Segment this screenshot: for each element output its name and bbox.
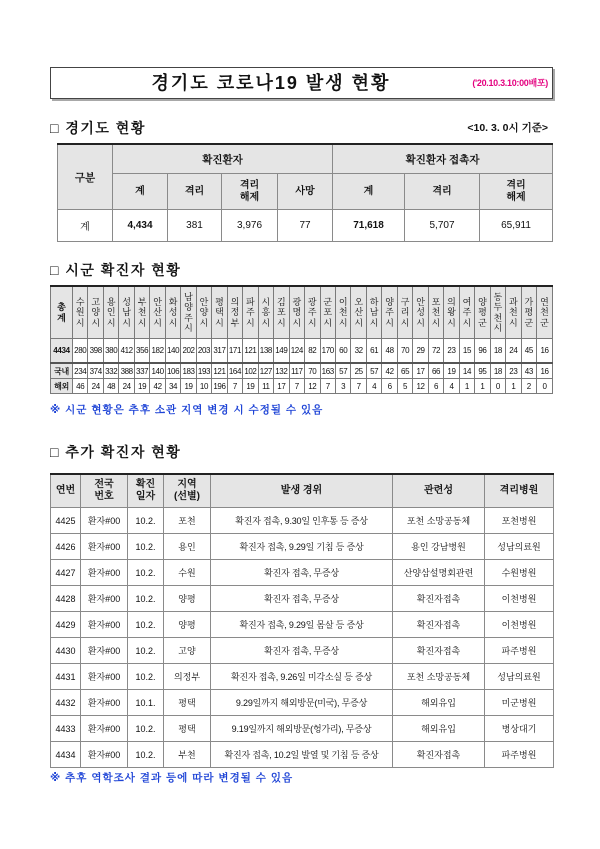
region-count-cell: 65 bbox=[397, 363, 412, 379]
hospital-cell: 파주병원 bbox=[485, 742, 554, 768]
infection-route-header: 발생 경위 bbox=[211, 474, 393, 508]
infection-route-cell: 확진자 접촉, 10.2일 발열 및 기침 등 증상 bbox=[211, 742, 393, 768]
city-table-body bbox=[51, 286, 553, 394]
region-header-cell bbox=[335, 286, 350, 339]
region-header-cell bbox=[227, 286, 242, 339]
case-number-cell: 4433 bbox=[51, 716, 81, 742]
region-count-cell: 57 bbox=[366, 363, 381, 379]
region-count-cell: 60 bbox=[335, 339, 350, 364]
case-note: ※ 추후 역학조사 결과 등에 따라 변경될 수 있음 bbox=[50, 772, 294, 784]
region-count-cell: 7 bbox=[227, 379, 242, 394]
infection-route-cell: 확진자 접촉, 무증상 bbox=[211, 560, 393, 586]
hospital-cell: 이천병원 bbox=[485, 586, 554, 612]
region-cell: 양평 bbox=[164, 586, 211, 612]
region-count-cell: 34 bbox=[165, 379, 180, 394]
region-cell: 평택 bbox=[164, 690, 211, 716]
title-box bbox=[50, 67, 553, 99]
region-count-cell: 48 bbox=[103, 379, 118, 394]
region-header-cell bbox=[134, 286, 149, 339]
national-number-cell: 환자#00 bbox=[81, 742, 128, 768]
city-row-label: 국내 bbox=[51, 363, 73, 379]
case-number-cell: 4431 bbox=[51, 664, 81, 690]
region-count-cell: 4 bbox=[444, 379, 459, 394]
relation-header: 관련성 bbox=[393, 474, 485, 508]
confirmed-released-value: 3,976 bbox=[222, 210, 278, 242]
case-table-row bbox=[51, 612, 554, 638]
region-count-cell: 95 bbox=[475, 363, 490, 379]
region-count-cell: 57 bbox=[335, 363, 350, 379]
confirm-date-header: 확진 일자 bbox=[128, 474, 164, 508]
contacts-group-header: 확진환자 접촉자 bbox=[333, 144, 553, 174]
confirm-date-cell: 10.2. bbox=[128, 612, 164, 638]
relation-cell: 해외유입 bbox=[393, 690, 485, 716]
case-number-cell: 4429 bbox=[51, 612, 81, 638]
city-table-corner-cell bbox=[51, 286, 73, 339]
province-summary-table bbox=[57, 143, 553, 242]
region-count-cell: 6 bbox=[382, 379, 397, 394]
region-header-cell bbox=[475, 286, 490, 339]
region-count-cell: 121 bbox=[243, 339, 258, 364]
region-count-cell: 42 bbox=[382, 363, 397, 379]
case-number-cell: 4430 bbox=[51, 638, 81, 664]
case-table-row bbox=[51, 638, 554, 664]
confirmed-isolated-value: 381 bbox=[168, 210, 222, 242]
region-count-cell: 61 bbox=[366, 339, 381, 364]
national-number-header: 전국 번호 bbox=[81, 474, 128, 508]
city-cases-table bbox=[50, 285, 553, 394]
city-table-header-row bbox=[51, 286, 553, 339]
region-count-cell: 121 bbox=[212, 363, 227, 379]
region-name: 구리시 bbox=[400, 296, 410, 328]
case-table-row bbox=[51, 586, 554, 612]
city-table-corner-label: 총계 bbox=[57, 302, 66, 323]
summary-row-label: 계 bbox=[58, 210, 113, 242]
region-count-cell: 317 bbox=[212, 339, 227, 364]
region-count-cell: 23 bbox=[444, 339, 459, 364]
infection-route-cell: 확진자 접촉, 무증상 bbox=[211, 586, 393, 612]
case-table-body bbox=[51, 474, 554, 768]
confirm-date-cell: 10.1. bbox=[128, 690, 164, 716]
section-heading-new-cases: □ 추가 확진자 현황 bbox=[50, 444, 182, 460]
region-count-cell: 2 bbox=[521, 379, 536, 394]
region-count-cell: 82 bbox=[305, 339, 320, 364]
region-name: 가평군 bbox=[524, 296, 534, 328]
region-cell: 양평 bbox=[164, 612, 211, 638]
region-name: 용인시 bbox=[106, 296, 116, 328]
national-number-cell: 환자#00 bbox=[81, 586, 128, 612]
region-header-cell bbox=[320, 286, 335, 339]
contacts-isolated-value: 5,707 bbox=[405, 210, 480, 242]
region-count-cell: 18 bbox=[490, 339, 505, 364]
hospital-cell: 미군병원 bbox=[485, 690, 554, 716]
region-name: 동두천시 bbox=[493, 291, 503, 333]
confirmed-deaths-header: 사망 bbox=[278, 174, 333, 210]
basis-date: <10. 3. 0시 기준> bbox=[467, 122, 548, 134]
region-count-cell: 106 bbox=[165, 363, 180, 379]
city-note: ※ 시군 현황은 추후 소관 지역 변경 시 수정될 수 있음 bbox=[50, 404, 324, 416]
region-name: 의정부 bbox=[230, 296, 240, 328]
region-name: 부천시 bbox=[137, 296, 147, 328]
region-count-cell: 203 bbox=[196, 339, 211, 364]
relation-cell: 확진자접촉 bbox=[393, 638, 485, 664]
region-count-cell: 7 bbox=[320, 379, 335, 394]
region-count-cell: 66 bbox=[428, 363, 443, 379]
region-header-cell bbox=[119, 286, 134, 339]
region-count-cell: 12 bbox=[305, 379, 320, 394]
case-table-row bbox=[51, 742, 554, 768]
region-count-cell: 19 bbox=[444, 363, 459, 379]
region-count-cell: 388 bbox=[119, 363, 134, 379]
region-count-cell: 127 bbox=[258, 363, 273, 379]
region-count-cell: 72 bbox=[428, 339, 443, 364]
region-name: 광주시 bbox=[307, 296, 317, 328]
region-count-cell: 170 bbox=[320, 339, 335, 364]
region-count-cell: 14 bbox=[459, 363, 474, 379]
region-count-cell: 16 bbox=[537, 363, 553, 379]
region-count-cell: 46 bbox=[73, 379, 88, 394]
region-count-cell: 332 bbox=[103, 363, 118, 379]
city-table-row bbox=[51, 339, 553, 364]
case-table-row bbox=[51, 716, 554, 742]
region-header-cell bbox=[490, 286, 505, 339]
city-table-row bbox=[51, 363, 553, 379]
region-header-cell bbox=[289, 286, 304, 339]
region-count-cell: 24 bbox=[506, 339, 521, 364]
region-count-cell: 149 bbox=[274, 339, 289, 364]
region-count-cell: 124 bbox=[289, 339, 304, 364]
region-count-cell: 398 bbox=[88, 339, 103, 364]
case-number-cell: 4427 bbox=[51, 560, 81, 586]
infection-route-cell: 확진자 접촉, 9.29일 기침 등 증상 bbox=[211, 534, 393, 560]
relation-cell: 포천 소망공동체 bbox=[393, 664, 485, 690]
relation-cell: 용인 강남병원 bbox=[393, 534, 485, 560]
region-name: 김포시 bbox=[276, 296, 286, 328]
region-name: 광명시 bbox=[292, 296, 302, 328]
infection-route-cell: 확진자 접촉, 무증상 bbox=[211, 638, 393, 664]
region-count-cell: 193 bbox=[196, 363, 211, 379]
hospital-cell: 파주병원 bbox=[485, 638, 554, 664]
region-count-cell: 25 bbox=[351, 363, 366, 379]
region-cell: 용인 bbox=[164, 534, 211, 560]
hospital-cell: 성남의료원 bbox=[485, 534, 554, 560]
region-name: 시흥시 bbox=[261, 296, 271, 328]
region-count-cell: 32 bbox=[351, 339, 366, 364]
infection-route-cell: 9.19일까지 해외방문(헝가리), 무증상 bbox=[211, 716, 393, 742]
region-header-cell bbox=[351, 286, 366, 339]
national-number-cell: 환자#00 bbox=[81, 560, 128, 586]
region-count-cell: 17 bbox=[413, 363, 428, 379]
relation-cell: 포천 소망공동체 bbox=[393, 508, 485, 534]
region-name: 여주시 bbox=[462, 296, 472, 328]
region-header-cell bbox=[444, 286, 459, 339]
region-header-cell bbox=[258, 286, 273, 339]
case-number-cell: 4428 bbox=[51, 586, 81, 612]
hospital-cell: 이천병원 bbox=[485, 612, 554, 638]
region-cell: 포천 bbox=[164, 508, 211, 534]
region-header-cell bbox=[506, 286, 521, 339]
region-count-cell: 19 bbox=[181, 379, 196, 394]
region-count-cell: 24 bbox=[88, 379, 103, 394]
case-table-row bbox=[51, 508, 554, 534]
section-heading-province: □ 경기도 현황 bbox=[50, 120, 146, 136]
region-count-cell: 11 bbox=[258, 379, 273, 394]
confirm-date-cell: 10.2. bbox=[128, 586, 164, 612]
region-count-cell: 70 bbox=[397, 339, 412, 364]
region-name: 군포시 bbox=[323, 296, 333, 328]
region-header-cell bbox=[397, 286, 412, 339]
region-name: 수원시 bbox=[75, 296, 85, 328]
confirm-date-cell: 10.2. bbox=[128, 742, 164, 768]
case-number-cell: 4432 bbox=[51, 690, 81, 716]
national-number-cell: 환자#00 bbox=[81, 508, 128, 534]
region-count-cell: 140 bbox=[150, 363, 165, 379]
contacts-released-header: 격리 해제 bbox=[480, 174, 553, 210]
region-name: 하남시 bbox=[369, 296, 379, 328]
region-header-cell bbox=[88, 286, 103, 339]
region-count-cell: 6 bbox=[428, 379, 443, 394]
region-name: 양평군 bbox=[478, 296, 487, 328]
region-header: 지역 (선별) bbox=[164, 474, 211, 508]
region-count-cell: 19 bbox=[134, 379, 149, 394]
region-count-cell: 12 bbox=[413, 379, 428, 394]
region-name: 연천군 bbox=[540, 296, 549, 328]
contacts-isolated-header: 격리 bbox=[405, 174, 480, 210]
region-header-cell bbox=[521, 286, 536, 339]
region-count-cell: 202 bbox=[181, 339, 196, 364]
confirmed-total-header: 계 bbox=[113, 174, 168, 210]
confirmed-deaths-value: 77 bbox=[278, 210, 333, 242]
region-name: 이천시 bbox=[338, 296, 348, 328]
contacts-total-value: 71,618 bbox=[333, 210, 405, 242]
case-number-header: 연번 bbox=[51, 474, 81, 508]
region-count-cell: 96 bbox=[475, 339, 490, 364]
region-count-cell: 18 bbox=[490, 363, 505, 379]
confirmed-isolated-header: 격리 bbox=[168, 174, 222, 210]
contacts-total-header: 계 bbox=[333, 174, 405, 210]
region-count-cell: 280 bbox=[73, 339, 88, 364]
region-count-cell: 412 bbox=[119, 339, 134, 364]
region-count-cell: 23 bbox=[506, 363, 521, 379]
region-name: 안양시 bbox=[199, 296, 209, 328]
region-header-cell bbox=[181, 286, 196, 339]
contacts-released-value: 65,911 bbox=[480, 210, 553, 242]
region-count-cell: 7 bbox=[351, 379, 366, 394]
summary-header-row-2 bbox=[58, 174, 553, 210]
region-count-cell: 10 bbox=[196, 379, 211, 394]
region-name: 의왕시 bbox=[447, 296, 456, 328]
relation-cell: 산양삼설명회관련 bbox=[393, 560, 485, 586]
case-table-header-row bbox=[51, 474, 554, 508]
region-header-cell bbox=[73, 286, 88, 339]
new-cases-table bbox=[50, 473, 554, 768]
region-name: 양주시 bbox=[385, 296, 394, 328]
region-count-cell: 380 bbox=[103, 339, 118, 364]
summary-data-row bbox=[58, 210, 553, 242]
region-header-cell bbox=[459, 286, 474, 339]
region-header-cell bbox=[103, 286, 118, 339]
hospital-cell: 성남의료원 bbox=[485, 664, 554, 690]
region-count-cell: 24 bbox=[119, 379, 134, 394]
region-count-cell: 140 bbox=[165, 339, 180, 364]
region-count-cell: 337 bbox=[134, 363, 149, 379]
region-count-cell: 102 bbox=[243, 363, 258, 379]
region-count-cell: 4 bbox=[366, 379, 381, 394]
region-count-cell: 234 bbox=[73, 363, 88, 379]
region-count-cell: 3 bbox=[335, 379, 350, 394]
relation-cell: 확진자접촉 bbox=[393, 742, 485, 768]
region-cell: 부천 bbox=[164, 742, 211, 768]
region-name: 평택시 bbox=[215, 296, 224, 328]
infection-route-cell: 확진자 접촉, 9.29일 몸살 등 증상 bbox=[211, 612, 393, 638]
region-cell: 고양 bbox=[164, 638, 211, 664]
confirmed-total-value: 4,434 bbox=[113, 210, 168, 242]
region-name: 파주시 bbox=[246, 296, 255, 328]
region-header-cell bbox=[366, 286, 381, 339]
national-number-cell: 환자#00 bbox=[81, 690, 128, 716]
case-table-row bbox=[51, 560, 554, 586]
document-title: 경기도 코로나19 발생 현황 bbox=[151, 73, 391, 93]
region-count-cell: 45 bbox=[521, 339, 536, 364]
confirm-date-cell: 10.2. bbox=[128, 560, 164, 586]
case-number-cell: 4425 bbox=[51, 508, 81, 534]
confirmed-group-header: 확진환자 bbox=[113, 144, 333, 174]
region-header-cell bbox=[165, 286, 180, 339]
region-count-cell: 15 bbox=[459, 339, 474, 364]
region-header-cell bbox=[212, 286, 227, 339]
region-cell: 수원 bbox=[164, 560, 211, 586]
region-count-cell: 374 bbox=[88, 363, 103, 379]
case-number-cell: 4426 bbox=[51, 534, 81, 560]
region-name: 성남시 bbox=[122, 296, 131, 328]
region-header-cell bbox=[382, 286, 397, 339]
case-table-row bbox=[51, 690, 554, 716]
confirm-date-cell: 10.2. bbox=[128, 534, 164, 560]
region-name: 남양주시 bbox=[184, 291, 193, 333]
national-number-cell: 환자#00 bbox=[81, 612, 128, 638]
region-name: 안산시 bbox=[153, 296, 162, 328]
city-row-label: 해외 bbox=[51, 379, 73, 394]
summary-corner-cell: 구분 bbox=[58, 144, 113, 210]
case-table-row bbox=[51, 664, 554, 690]
region-count-cell: 132 bbox=[274, 363, 289, 379]
region-name: 고양시 bbox=[91, 296, 101, 328]
region-count-cell: 1 bbox=[475, 379, 490, 394]
region-count-cell: 0 bbox=[537, 379, 553, 394]
confirm-date-cell: 10.2. bbox=[128, 716, 164, 742]
national-number-cell: 환자#00 bbox=[81, 716, 128, 742]
region-count-cell: 17 bbox=[274, 379, 289, 394]
confirm-date-cell: 10.2. bbox=[128, 638, 164, 664]
region-count-cell: 43 bbox=[521, 363, 536, 379]
region-header-cell bbox=[537, 286, 553, 339]
region-header-cell bbox=[305, 286, 320, 339]
region-count-cell: 117 bbox=[289, 363, 304, 379]
infection-route-cell: 9.29일까지 해외방문(미국), 무증상 bbox=[211, 690, 393, 716]
region-header-cell bbox=[428, 286, 443, 339]
city-table-row bbox=[51, 379, 553, 394]
region-count-cell: 171 bbox=[227, 339, 242, 364]
confirm-date-cell: 10.2. bbox=[128, 664, 164, 690]
release-date: ('20.10.3.10:00배포) bbox=[472, 78, 548, 88]
region-count-cell: 70 bbox=[305, 363, 320, 379]
region-count-cell: 16 bbox=[537, 339, 553, 364]
region-count-cell: 0 bbox=[490, 379, 505, 394]
hospital-cell: 포천병원 bbox=[485, 508, 554, 534]
hospital-cell: 병상대기 bbox=[485, 716, 554, 742]
region-count-cell: 48 bbox=[382, 339, 397, 364]
region-count-cell: 7 bbox=[289, 379, 304, 394]
city-row-label: 4434 bbox=[51, 339, 73, 364]
summary-header-row-1 bbox=[58, 144, 553, 174]
case-table-row bbox=[51, 534, 554, 560]
region-count-cell: 356 bbox=[134, 339, 149, 364]
relation-cell: 해외유입 bbox=[393, 716, 485, 742]
region-count-cell: 183 bbox=[181, 363, 196, 379]
confirmed-released-header: 격리 해제 bbox=[222, 174, 278, 210]
region-count-cell: 19 bbox=[243, 379, 258, 394]
region-name: 오산시 bbox=[354, 296, 364, 328]
case-number-cell: 4434 bbox=[51, 742, 81, 768]
region-name: 포천시 bbox=[431, 296, 441, 328]
national-number-cell: 환자#00 bbox=[81, 638, 128, 664]
hospital-cell: 수원병원 bbox=[485, 560, 554, 586]
region-name: 화성시 bbox=[168, 296, 178, 328]
region-count-cell: 42 bbox=[150, 379, 165, 394]
region-header-cell bbox=[196, 286, 211, 339]
region-header-cell bbox=[413, 286, 428, 339]
region-count-cell: 1 bbox=[506, 379, 521, 394]
region-count-cell: 164 bbox=[227, 363, 242, 379]
infection-route-cell: 확진자 접촉, 9.26일 미각소실 등 증상 bbox=[211, 664, 393, 690]
region-count-cell: 5 bbox=[397, 379, 412, 394]
region-count-cell: 163 bbox=[320, 363, 335, 379]
region-header-cell bbox=[150, 286, 165, 339]
region-name: 과천시 bbox=[509, 296, 518, 328]
region-header-cell bbox=[274, 286, 289, 339]
confirm-date-cell: 10.2. bbox=[128, 508, 164, 534]
infection-route-cell: 확진자 접촉, 9.30일 인후통 등 증상 bbox=[211, 508, 393, 534]
region-name: 안성시 bbox=[416, 296, 425, 328]
region-count-cell: 29 bbox=[413, 339, 428, 364]
region-header-cell bbox=[243, 286, 258, 339]
region-count-cell: 196 bbox=[212, 379, 227, 394]
relation-cell: 확진자접촉 bbox=[393, 586, 485, 612]
hospital-header: 격리병원 bbox=[485, 474, 554, 508]
region-cell: 의정부 bbox=[164, 664, 211, 690]
region-count-cell: 1 bbox=[459, 379, 474, 394]
national-number-cell: 환자#00 bbox=[81, 664, 128, 690]
region-count-cell: 182 bbox=[150, 339, 165, 364]
national-number-cell: 환자#00 bbox=[81, 534, 128, 560]
region-cell: 평택 bbox=[164, 716, 211, 742]
region-count-cell: 138 bbox=[258, 339, 273, 364]
relation-cell: 확진자접촉 bbox=[393, 612, 485, 638]
section-heading-cities: □ 시군 확진자 현황 bbox=[50, 262, 182, 278]
